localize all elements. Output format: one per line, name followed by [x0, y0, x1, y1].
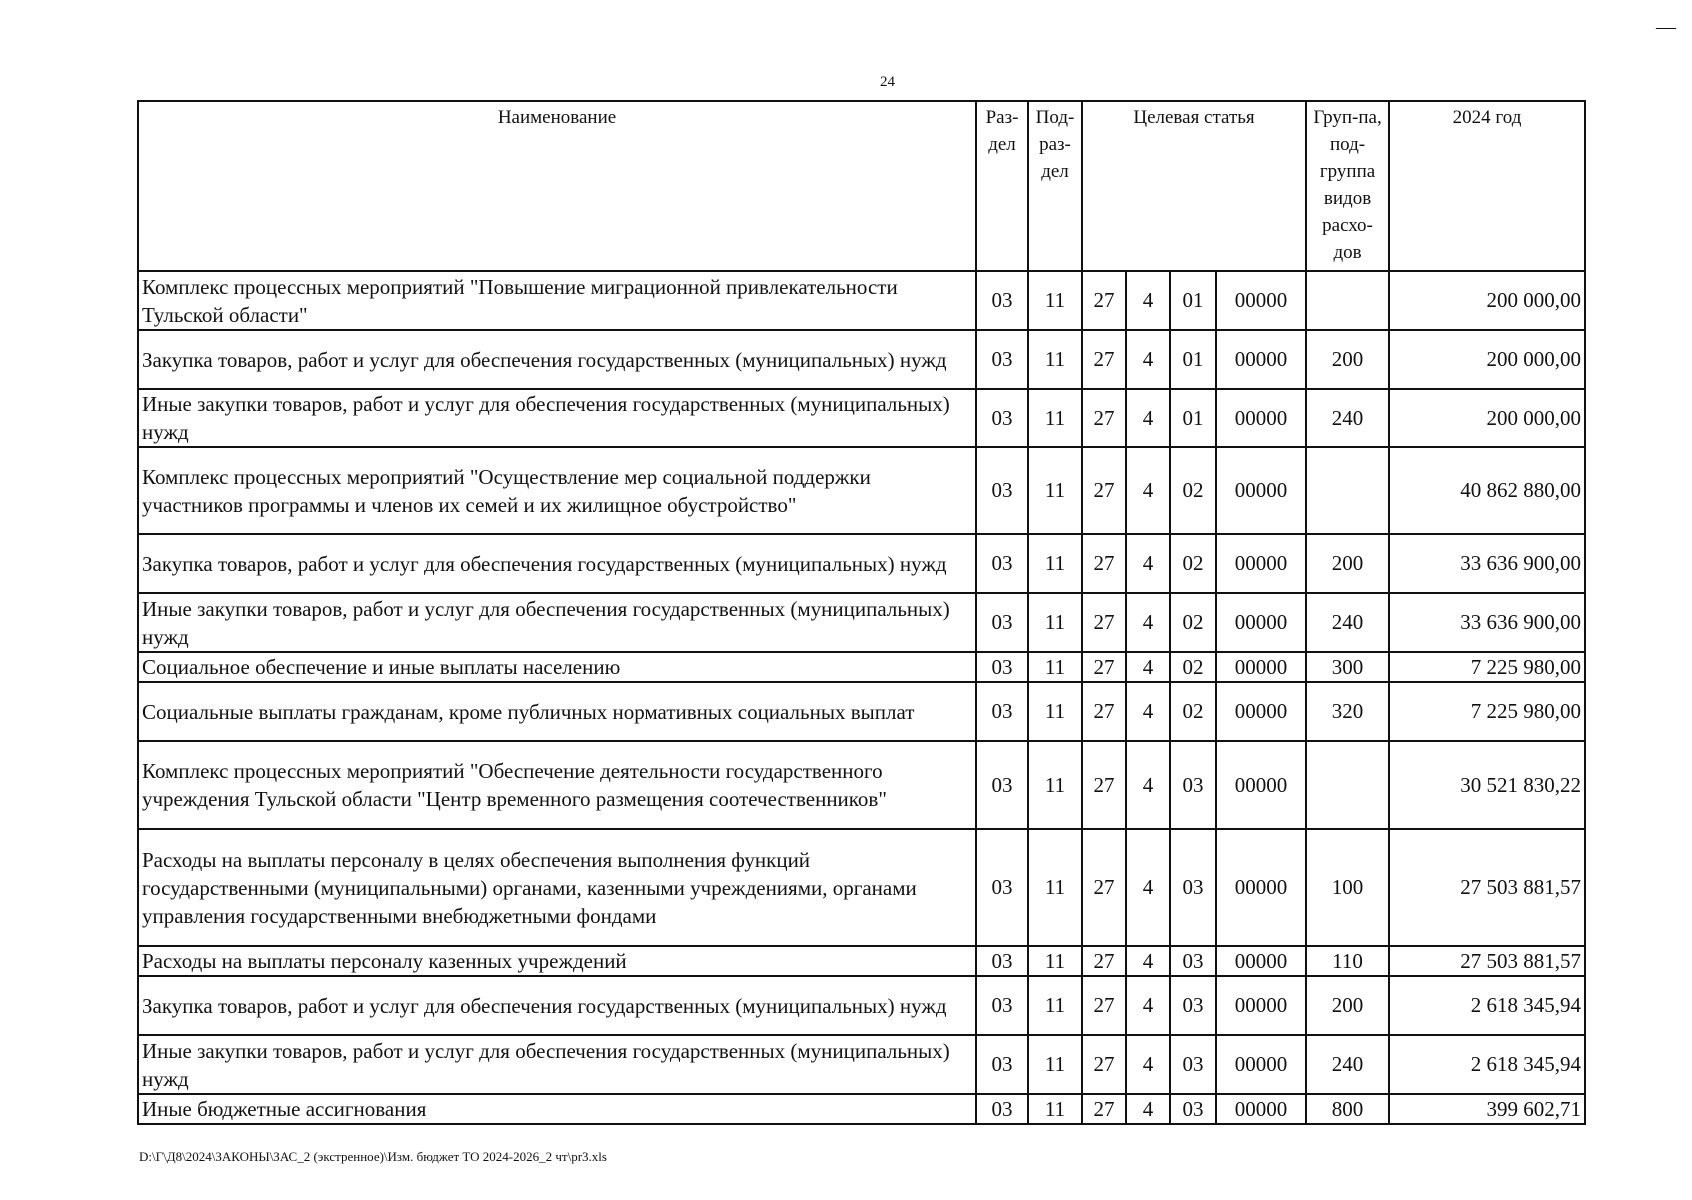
row-target-type: 4	[1126, 447, 1170, 534]
row-target-complex: 03	[1170, 1035, 1216, 1094]
row-podrazdel: 11	[1028, 829, 1082, 946]
row-podrazdel: 11	[1028, 593, 1082, 652]
row-name: Расходы на выплаты персоналу казенных учреждений	[138, 946, 976, 976]
row-name: Иные закупки товаров, работ и услуг для обеспечения государственных (муниципальных) нужд	[138, 1035, 976, 1094]
row-target-program: 27	[1082, 682, 1126, 741]
row-target-complex: 03	[1170, 741, 1216, 829]
header-podrazdel: Под-раз-дел	[1028, 101, 1082, 271]
row-target-program: 27	[1082, 593, 1126, 652]
row-razdel: 03	[976, 652, 1028, 682]
row-name: Иные бюджетные ассигнования	[138, 1094, 976, 1124]
row-target-program: 27	[1082, 389, 1126, 447]
row-name: Иные закупки товаров, работ и услуг для обеспечения государственных (муниципальных) нужд	[138, 593, 976, 652]
table-row	[138, 389, 1585, 447]
row-expense-group: 100	[1306, 829, 1389, 946]
row-target-complex: 02	[1170, 593, 1216, 652]
row-amount: 2 618 345,94	[1389, 976, 1585, 1035]
row-target-type: 4	[1126, 534, 1170, 593]
row-name: Иные закупки товаров, работ и услуг для обеспечения государственных (муниципальных) нужд	[138, 389, 976, 447]
row-target-type: 4	[1126, 389, 1170, 447]
row-expense-group	[1306, 741, 1389, 829]
row-name: Закупка товаров, работ и услуг для обеспечения государственных (муниципальных) нужд	[138, 534, 976, 593]
row-target-complex: 03	[1170, 829, 1216, 946]
row-target-program: 27	[1082, 1035, 1126, 1094]
row-target-direction: 00000	[1216, 1035, 1306, 1094]
row-target-complex: 03	[1170, 946, 1216, 976]
row-expense-group: 300	[1306, 652, 1389, 682]
row-name: Комплекс процессных мероприятий "Осуществление мер социальной поддержки участников программы и членов их семей и их жилищное обустройство"	[138, 447, 976, 534]
header-target: Целевая статья	[1082, 101, 1306, 271]
row-amount: 200 000,00	[1389, 330, 1585, 389]
row-target-program: 27	[1082, 652, 1126, 682]
row-target-type: 4	[1126, 1094, 1170, 1124]
row-target-complex: 01	[1170, 389, 1216, 447]
row-target-type: 4	[1126, 652, 1170, 682]
row-razdel: 03	[976, 1094, 1028, 1124]
table-body	[138, 271, 1585, 1124]
table-row	[138, 741, 1585, 829]
row-amount: 2 618 345,94	[1389, 1035, 1585, 1094]
row-expense-group	[1306, 271, 1389, 330]
table-row	[138, 1094, 1585, 1124]
row-target-direction: 00000	[1216, 534, 1306, 593]
row-target-program: 27	[1082, 946, 1126, 976]
row-name: Комплекс процессных мероприятий "Повышение миграционной привлекательности Тульской области"	[138, 271, 976, 330]
row-target-complex: 02	[1170, 447, 1216, 534]
row-podrazdel: 11	[1028, 330, 1082, 389]
table-row	[138, 682, 1585, 741]
row-amount: 27 503 881,57	[1389, 829, 1585, 946]
row-target-complex: 03	[1170, 1094, 1216, 1124]
row-target-program: 27	[1082, 829, 1126, 946]
row-target-direction: 00000	[1216, 593, 1306, 652]
table-row	[138, 652, 1585, 682]
table-row	[138, 593, 1585, 652]
row-target-direction: 00000	[1216, 447, 1306, 534]
header-year: 2024 год	[1389, 101, 1585, 271]
row-amount: 7 225 980,00	[1389, 682, 1585, 741]
row-name: Закупка товаров, работ и услуг для обеспечения государственных (муниципальных) нужд	[138, 330, 976, 389]
row-target-complex: 03	[1170, 976, 1216, 1035]
row-expense-group: 240	[1306, 1035, 1389, 1094]
row-target-complex: 02	[1170, 682, 1216, 741]
row-target-program: 27	[1082, 330, 1126, 389]
row-podrazdel: 11	[1028, 534, 1082, 593]
row-amount: 33 636 900,00	[1389, 593, 1585, 652]
row-target-program: 27	[1082, 271, 1126, 330]
row-razdel: 03	[976, 829, 1028, 946]
table-row	[138, 534, 1585, 593]
table-row	[138, 829, 1585, 946]
row-razdel: 03	[976, 682, 1028, 741]
page-number: 24	[880, 74, 895, 90]
row-name: Социальное обеспечение и иные выплаты населению	[138, 652, 976, 682]
row-podrazdel: 11	[1028, 946, 1082, 976]
row-name: Социальные выплаты гражданам, кроме публичных нормативных социальных выплат	[138, 682, 976, 741]
table-row	[138, 976, 1585, 1035]
table-row	[138, 447, 1585, 534]
row-amount: 33 636 900,00	[1389, 534, 1585, 593]
row-target-type: 4	[1126, 271, 1170, 330]
header-razdel: Раз-дел	[976, 101, 1028, 271]
row-podrazdel: 11	[1028, 1035, 1082, 1094]
row-amount: 30 521 830,22	[1389, 741, 1585, 829]
row-razdel: 03	[976, 741, 1028, 829]
header-name: Наименование	[138, 101, 976, 271]
row-target-type: 4	[1126, 829, 1170, 946]
row-razdel: 03	[976, 534, 1028, 593]
row-target-direction: 00000	[1216, 976, 1306, 1035]
row-name: Закупка товаров, работ и услуг для обеспечения государственных (муниципальных) нужд	[138, 976, 976, 1035]
row-target-program: 27	[1082, 976, 1126, 1035]
row-amount: 40 862 880,00	[1389, 447, 1585, 534]
table-row	[138, 271, 1585, 330]
row-target-type: 4	[1126, 946, 1170, 976]
corner-mark: —	[1656, 16, 1676, 38]
row-amount: 200 000,00	[1389, 271, 1585, 330]
row-target-direction: 00000	[1216, 741, 1306, 829]
row-razdel: 03	[976, 1035, 1028, 1094]
footer-file-path: D:\Г\Д8\2024\ЗАКОНЫ\ЗАС_2 (экстренное)\Изм. бюджет ТО 2024-2026_2 чт\pr3.xls	[139, 1149, 607, 1164]
row-target-type: 4	[1126, 330, 1170, 389]
row-podrazdel: 11	[1028, 271, 1082, 330]
row-razdel: 03	[976, 946, 1028, 976]
row-target-program: 27	[1082, 534, 1126, 593]
row-razdel: 03	[976, 389, 1028, 447]
row-podrazdel: 11	[1028, 447, 1082, 534]
row-podrazdel: 11	[1028, 652, 1082, 682]
row-target-program: 27	[1082, 1094, 1126, 1124]
row-expense-group: 200	[1306, 534, 1389, 593]
row-razdel: 03	[976, 330, 1028, 389]
row-razdel: 03	[976, 593, 1028, 652]
row-amount: 200 000,00	[1389, 389, 1585, 447]
budget-table	[137, 100, 1586, 1125]
row-target-program: 27	[1082, 447, 1126, 534]
row-amount: 399 602,71	[1389, 1094, 1585, 1124]
row-expense-group	[1306, 447, 1389, 534]
row-target-direction: 00000	[1216, 946, 1306, 976]
row-target-complex: 02	[1170, 652, 1216, 682]
row-expense-group: 200	[1306, 976, 1389, 1035]
row-expense-group: 240	[1306, 593, 1389, 652]
row-target-direction: 00000	[1216, 829, 1306, 946]
row-name: Расходы на выплаты персоналу в целях обеспечения выполнения функций государственными (муниципальными) органами, казенными учреждениями, органами управления государственными внебюджетными фондами	[138, 829, 976, 946]
row-target-type: 4	[1126, 593, 1170, 652]
row-amount: 27 503 881,57	[1389, 946, 1585, 976]
row-target-type: 4	[1126, 976, 1170, 1035]
row-razdel: 03	[976, 976, 1028, 1035]
table-row	[138, 330, 1585, 389]
row-target-direction: 00000	[1216, 271, 1306, 330]
row-target-direction: 00000	[1216, 330, 1306, 389]
header-group: Груп-па, под-группа видов расхо-дов	[1306, 101, 1389, 271]
row-target-complex: 01	[1170, 271, 1216, 330]
row-target-type: 4	[1126, 741, 1170, 829]
row-expense-group: 200	[1306, 330, 1389, 389]
row-target-direction: 00000	[1216, 1094, 1306, 1124]
row-razdel: 03	[976, 447, 1028, 534]
row-target-type: 4	[1126, 682, 1170, 741]
row-expense-group: 320	[1306, 682, 1389, 741]
row-expense-group: 800	[1306, 1094, 1389, 1124]
row-target-type: 4	[1126, 1035, 1170, 1094]
row-target-direction: 00000	[1216, 389, 1306, 447]
row-target-direction: 00000	[1216, 682, 1306, 741]
row-razdel: 03	[976, 271, 1028, 330]
table-row	[138, 946, 1585, 976]
row-podrazdel: 11	[1028, 741, 1082, 829]
row-expense-group: 110	[1306, 946, 1389, 976]
row-expense-group: 240	[1306, 389, 1389, 447]
row-target-complex: 01	[1170, 330, 1216, 389]
row-target-complex: 02	[1170, 534, 1216, 593]
row-podrazdel: 11	[1028, 389, 1082, 447]
table-row	[138, 1035, 1585, 1094]
row-podrazdel: 11	[1028, 1094, 1082, 1124]
header-row	[138, 101, 1585, 271]
row-podrazdel: 11	[1028, 976, 1082, 1035]
row-target-program: 27	[1082, 741, 1126, 829]
row-name: Комплекс процессных мероприятий "Обеспечение деятельности государственного учреждения Тульской области "Центр временного размещения соотечественников"	[138, 741, 976, 829]
row-amount: 7 225 980,00	[1389, 652, 1585, 682]
row-podrazdel: 11	[1028, 682, 1082, 741]
row-target-direction: 00000	[1216, 652, 1306, 682]
